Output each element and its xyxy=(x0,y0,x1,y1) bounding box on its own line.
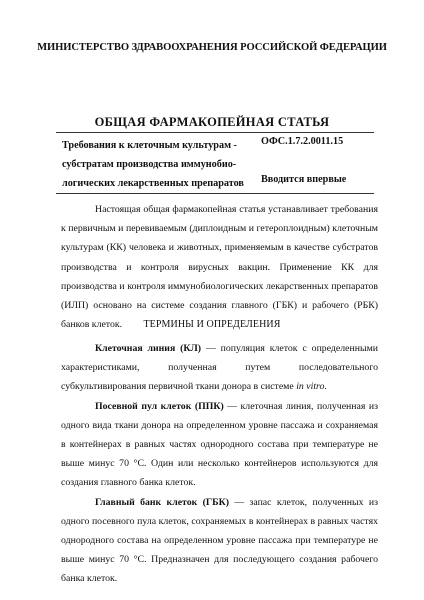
definitions-section xyxy=(61,339,378,589)
article-title-block xyxy=(62,136,262,193)
definition-seed-pool-text: — клеточная линия, полученная из одного вида ткани донора на определенном уровне пассажа и сохраняемая в контейнерах в равных частях однородного состава при температуре не выше минус 70 °С. Один или несколько контейнеров используются для создания главного банка клеток. xyxy=(61,400,378,489)
header-rule-top xyxy=(56,132,374,133)
document-type-title: ОБЩАЯ ФАРМАКОПЕЙНАЯ СТАТЬЯ xyxy=(94,115,330,129)
article-title-line: логических лекарственных препаратов xyxy=(62,178,244,189)
term-master-bank: Главный банк клеток (ГБК) xyxy=(95,496,229,508)
article-status: Вводится впервые xyxy=(261,174,347,185)
article-title-line: субстратам производства иммунобио- xyxy=(62,159,237,170)
header-rule-bottom xyxy=(56,193,374,194)
term-seed-pool: Посевной пул клеток (ППК) xyxy=(95,400,224,412)
definition-master-bank xyxy=(61,493,378,589)
article-code: ОФС.1.7.2.0011.15 xyxy=(261,136,344,147)
intro-paragraph: Настоящая общая фармакопейная статья устанавливает требования к первичным и перевиваемым (диплоидным и гетероплоидным) клеточным культурам (КК) человека и животных, применяемым в качестве субстратов производства и контроля вирусных вакцин. Применение КК для производства и контроля иммунобиологических лекарственных препаратов (ИЛП) основано на системе создания главного (ГБК) и рабочего (РБК) банков клеток. xyxy=(61,204,378,331)
article-title-line: Требования к клеточным культурам - xyxy=(62,140,237,151)
term-cell-line: Клеточная линия (КЛ) xyxy=(95,343,202,354)
definition-master-bank-text: — запас клеток, полученных из одного посевного пула клеток, сохраняемых в контейнерах в равных частях однородного состава на определенном уровне пассажа при температуре не выше минус 70 °С. Предназначен для последующего создания рабочего банка клеток. xyxy=(61,496,378,585)
ministry-heading: МИНИСТЕРСТВО ЗДРАВООХРАНЕНИЯ РОССИЙСКОЙ ФЕДЕРАЦИИ xyxy=(37,42,387,53)
definition-cell-line-text: — популяция клеток с определенными характеристиками, полученная путем последовательного субкультивирования первичной ткани донора в системе xyxy=(61,343,379,393)
definition-cell-line-end: . xyxy=(324,381,327,393)
section-heading: ТЕРМИНЫ И ОПРЕДЕЛЕНИЯ xyxy=(143,319,281,330)
latin-term: in vitro xyxy=(296,381,325,393)
intro-section xyxy=(61,200,378,334)
definition-seed-pool xyxy=(61,397,378,493)
definition-cell-line xyxy=(61,339,378,397)
